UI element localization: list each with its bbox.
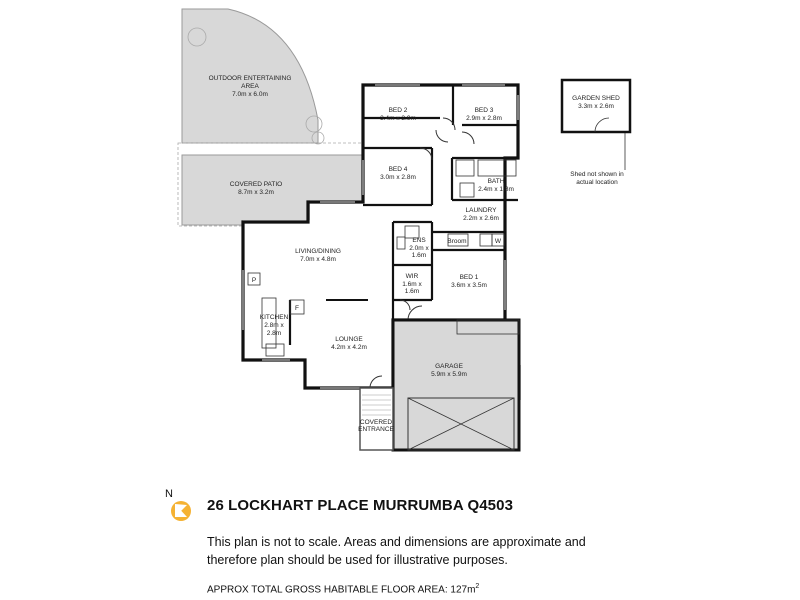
covered-entrance-label-line2: ENTRANCE	[358, 426, 394, 433]
living-dining-dims: 7.0m x 4.8m	[300, 256, 336, 263]
shed-note-line1: Shed not shown in	[570, 171, 624, 178]
lounge-dims: 4.2m x 4.2m	[331, 344, 367, 351]
disclaimer-text: This plan is not to scale. Areas and dimensions are approximate and therefore plan should be used for illustrative purposes.	[207, 535, 586, 567]
pantry-label: P	[251, 277, 257, 284]
shed-note-line2: actual location	[576, 179, 618, 186]
bed2-label: BED 2	[388, 107, 408, 114]
north-compass-icon	[160, 487, 196, 523]
garden-shed-dims: 3.3m x 2.6m	[578, 103, 614, 110]
covered-patio-label: COVERED PATIO	[229, 181, 283, 188]
living-dining-label: LIVING/DINING	[295, 248, 341, 255]
washer-label: W	[494, 238, 502, 245]
floor-area-superscript: 2	[475, 583, 480, 590]
compass-north-letter: N	[165, 488, 173, 500]
garage-shape	[393, 320, 519, 450]
bed4-dims: 3.0m x 2.8m	[380, 174, 416, 181]
bed3-label: BED 3	[474, 107, 494, 114]
ens-label: ENS	[412, 237, 426, 244]
outdoor-entertaining-label-line2: AREA	[241, 83, 259, 90]
floor-area-label: APPROX TOTAL GROSS HABITABLE FLOOR AREA: 127m	[207, 584, 476, 596]
broom-label: Broom	[447, 238, 467, 245]
bed2-dims: 3.4m x 2.9m	[380, 115, 416, 122]
wir-dims: 1.6m x	[402, 281, 422, 288]
bed4-label: BED 4	[388, 166, 408, 173]
wir-label: WIR	[405, 273, 419, 280]
fridge-label: F	[295, 305, 299, 312]
ens-dims: 2.0m x	[409, 245, 429, 252]
bath-dims: 2.4m x 1.8m	[478, 186, 514, 193]
lounge-label: LOUNGE	[335, 336, 363, 343]
ens-dims-line2: 1.6m	[411, 252, 427, 259]
outdoor-entertaining-label: OUTDOOR ENTERTAINING	[208, 75, 292, 82]
laundry-dims: 2.2m x 2.6m	[463, 215, 499, 222]
wir-dims-line2: 1.6m	[404, 288, 420, 295]
bath-label: BATH	[487, 178, 505, 185]
bed1-dims: 3.6m x 3.5m	[451, 282, 487, 289]
floor-area-text	[207, 583, 479, 595]
garage-label: GARAGE	[435, 363, 463, 370]
laundry-label: LAUNDRY	[465, 207, 497, 214]
garage-dims: 5.9m x 5.9m	[431, 371, 467, 378]
bed1-label: BED 1	[459, 274, 479, 281]
kitchen-dims: 2.8m x	[264, 322, 284, 329]
kitchen-label: KITCHEN	[259, 314, 289, 321]
outdoor-entertaining-dims: 7.0m x 6.0m	[232, 91, 268, 98]
property-address-title: 26 LOCKHART PLACE MURRUMBA Q4503	[207, 497, 514, 514]
kitchen-dims-line2: 2.8m	[266, 330, 282, 337]
covered-entrance-label: COVERED	[359, 419, 393, 426]
covered-patio-dims: 8.7m x 3.2m	[238, 189, 274, 196]
garden-shed-label: GARDEN SHED	[572, 95, 620, 102]
bed3-dims: 2.9m x 2.8m	[466, 115, 502, 122]
